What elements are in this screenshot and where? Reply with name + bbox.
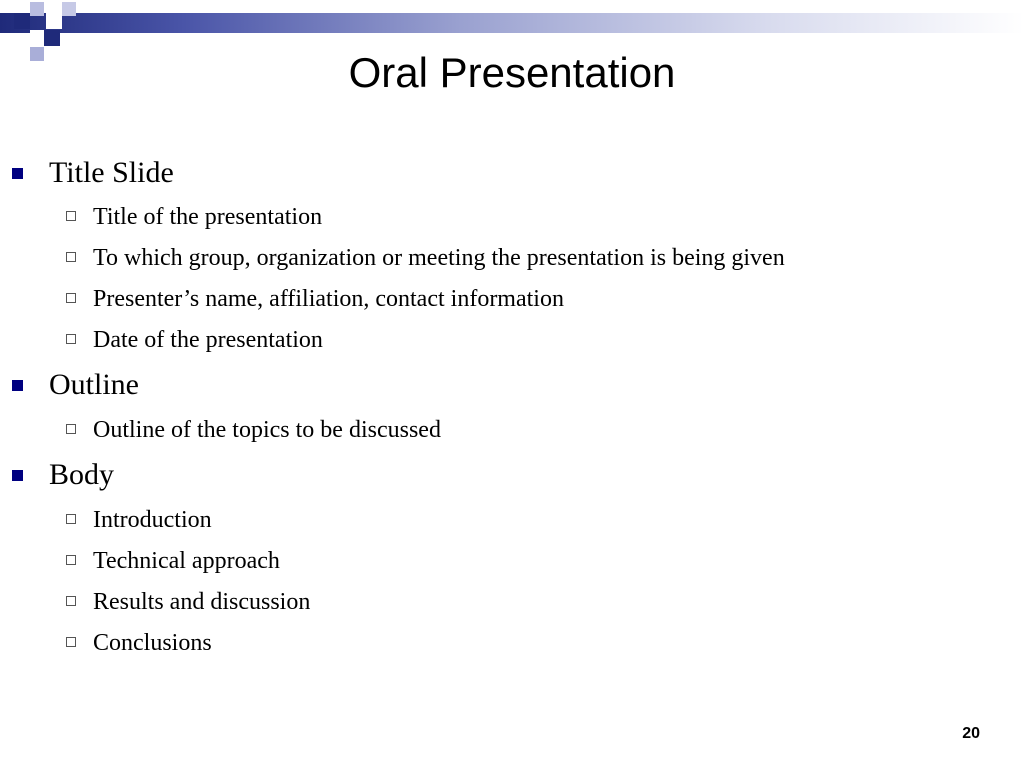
section-label: Body bbox=[49, 458, 115, 491]
sub-bullet-item bbox=[93, 587, 310, 617]
sub-bullet-item bbox=[93, 628, 212, 658]
hollow-square-bullet-icon bbox=[66, 211, 76, 221]
square-bullet-icon bbox=[12, 168, 23, 179]
decor-square bbox=[62, 2, 76, 16]
section-label: Outline bbox=[49, 368, 139, 401]
slide-title: Oral Presentation bbox=[348, 49, 676, 96]
bullet-section bbox=[49, 155, 174, 191]
sub-bullet-text: Title of the presentation bbox=[93, 204, 323, 230]
sub-bullet-text: Outline of the topics to be discussed bbox=[93, 417, 441, 443]
sub-bullet-text: Technical approach bbox=[93, 548, 280, 574]
bullet-section bbox=[49, 457, 114, 493]
square-bullet-icon bbox=[12, 470, 23, 481]
hollow-square-bullet-icon bbox=[66, 252, 76, 262]
sub-bullet-item bbox=[93, 202, 322, 232]
square-bullet-icon bbox=[12, 380, 23, 391]
hollow-square-bullet-icon bbox=[66, 596, 76, 606]
decor-square bbox=[46, 13, 62, 29]
sub-bullet-text: Presenter’s name, affiliation, contact information bbox=[93, 286, 564, 312]
bullet-section bbox=[49, 367, 139, 403]
hollow-square-bullet-icon bbox=[66, 555, 76, 565]
hollow-square-bullet-icon bbox=[66, 293, 76, 303]
hollow-square-bullet-icon bbox=[66, 637, 76, 647]
sub-bullet-text: Introduction bbox=[93, 507, 212, 533]
hollow-square-bullet-icon bbox=[66, 514, 76, 524]
hollow-square-bullet-icon bbox=[66, 334, 76, 344]
sub-bullet-item bbox=[93, 325, 323, 355]
section-label: Title Slide bbox=[49, 156, 174, 189]
decor-square bbox=[44, 30, 60, 46]
hollow-square-bullet-icon bbox=[66, 424, 76, 434]
header-gradient-bar bbox=[0, 13, 1024, 33]
sub-bullet-item bbox=[93, 243, 785, 273]
sub-bullet-text: To which group, organization or meeting the presentation is being given bbox=[93, 245, 785, 271]
sub-bullet-item bbox=[93, 284, 564, 314]
sub-bullet-item bbox=[93, 546, 280, 576]
decor-square bbox=[30, 30, 44, 44]
decor-square bbox=[30, 2, 44, 16]
sub-bullet-text: Date of the presentation bbox=[93, 327, 323, 353]
decor-square bbox=[14, 13, 30, 29]
sub-bullet-text: Conclusions bbox=[93, 630, 212, 656]
page-number: 20 bbox=[962, 725, 980, 742]
sub-bullet-text: Results and discussion bbox=[93, 589, 311, 615]
sub-bullet-item bbox=[93, 505, 212, 535]
sub-bullet-item bbox=[93, 415, 441, 445]
